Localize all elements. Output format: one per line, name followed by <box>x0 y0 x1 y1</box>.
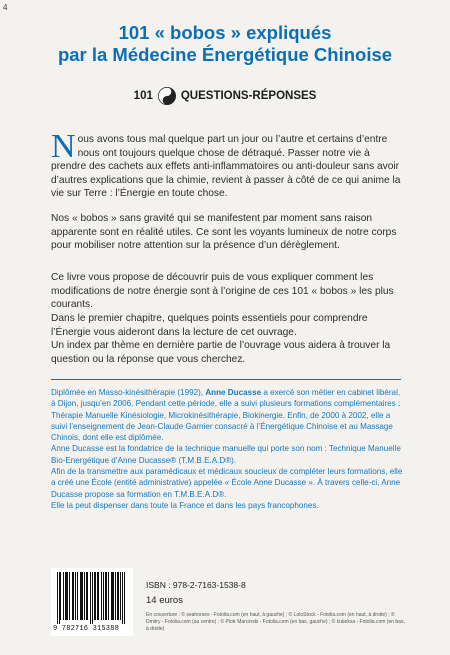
bio-paragraph-2: Anne Ducasse est la fondatrice de la technique manuelle qui porte son nom : Technique Manuelle Bio-Energétique d’Anne Ducasse® (T.M.B.E.A.D®). <box>51 444 401 465</box>
title-line-2: par la Médecine Énergétique Chinoise <box>57 44 393 65</box>
section-divider <box>51 379 401 380</box>
bio-p1-pre: Diplômée en Masso-kinésithérapie (1992), <box>51 388 206 397</box>
author-name: Anne Ducasse <box>205 388 262 397</box>
bio-paragraph-4: Elle la peut dispenser dans toute la France et dans les pays francophones. <box>51 500 319 510</box>
yin-yang-icon <box>158 87 176 105</box>
paragraph-4b-text: Un index par thème en dernière partie de l’ouvrage vous aidera à trouver la question ou la réponse que vous cherchez. <box>51 340 391 365</box>
intro-paragraph-2 <box>51 212 401 253</box>
photo-credits: En couverture : © seahorses - Fotolia.com (en haut, à gauche) ; © LoloStock - Fotolia.com (en haut, à droite) ; © Dmitry - Fotolia.com (au centre) ; © Piotr Marcinski - Fotolia.com (en bas, gauche) ; © Izaleksa - Fotolia.com (en bas, à droite) <box>146 612 405 633</box>
intro-paragraph-4 <box>51 312 401 366</box>
price: 14 euros <box>146 595 183 606</box>
intro-paragraph-3 <box>51 271 401 312</box>
series-label: QUESTIONS-RÉPONSES <box>180 90 317 102</box>
drop-cap: N <box>51 128 76 165</box>
series-number: 101 <box>133 90 153 102</box>
isbn: ISBN : 978-2-7163-1538-8 <box>146 580 246 590</box>
bio-p1-post: a exercé son métier en cabinet libéral, à Dijon, jusqu’en 2006. Pendant cette période, elle a suivi plusieurs formations complémentaires : Thérapie Manuelle Kinésiologie, Microkinésithérapie, Biokinergie. Enfin, de 2000 à 2002, elle a suivi l’enseignement de Jean-Claude Garnier consacré à l’Énergétique Chinoise et au Massage Chinois, dont elle est diplômée. <box>51 388 401 443</box>
paragraph-4a-text: Dans le premier chapitre, quelques points essentiels pour comprendre l’Énergie vous aideront dans la lecture de cet ouvrage. <box>51 313 368 338</box>
author-bio <box>51 387 403 511</box>
bio-paragraph-1 <box>51 387 403 443</box>
bio-paragraph-3: Afin de la transmettre aux paramédicaux et médicaux soucieux de compléter leurs formations, elle a créé une École (entité administrative) appelée « École Anne Ducasse ». À travers celle-ci, Anne Ducasse propose sa formation en T.M.B.E.A.D®. <box>51 467 403 499</box>
paragraph-1-text: ous avons tous mal quelque part un jour ou l’autre et certains d’entre nous ont toujours quelque chose de détraqué. Passer notre vie à prendre des cachets aux effets anti-inflammatoires ou anti-douleur sans avoir d’autres explications que la chimie, revient à passer à côté de ce qui anime la vie sur Terre : l’Énergie en toute chose. <box>51 134 401 200</box>
barcode-bars <box>57 572 127 624</box>
barcode <box>51 568 133 636</box>
intro-paragraph-1 <box>51 128 401 201</box>
barcode-digits: 9 782716 315388 <box>53 625 120 633</box>
corner-mark: 4 <box>3 3 8 12</box>
paragraph-3-text: Ce livre vous propose de découvrir puis de vous expliquer comment les modifications de notre énergie sont à l’origine de ces 101 « bobos » les plus courants. <box>51 272 394 311</box>
series-line <box>0 87 450 105</box>
title-line-1: 101 « bobos » expliqués <box>118 22 332 43</box>
paragraph-2-text: Nos « bobos » sans gravité qui se manifestent par moment sans raison apparente sont en réalité utiles. Ce sont les voyants lumineux de notre corps pour mobiliser notre attention sur la présence d’un dérèglement. <box>51 213 397 252</box>
book-title <box>0 22 450 66</box>
